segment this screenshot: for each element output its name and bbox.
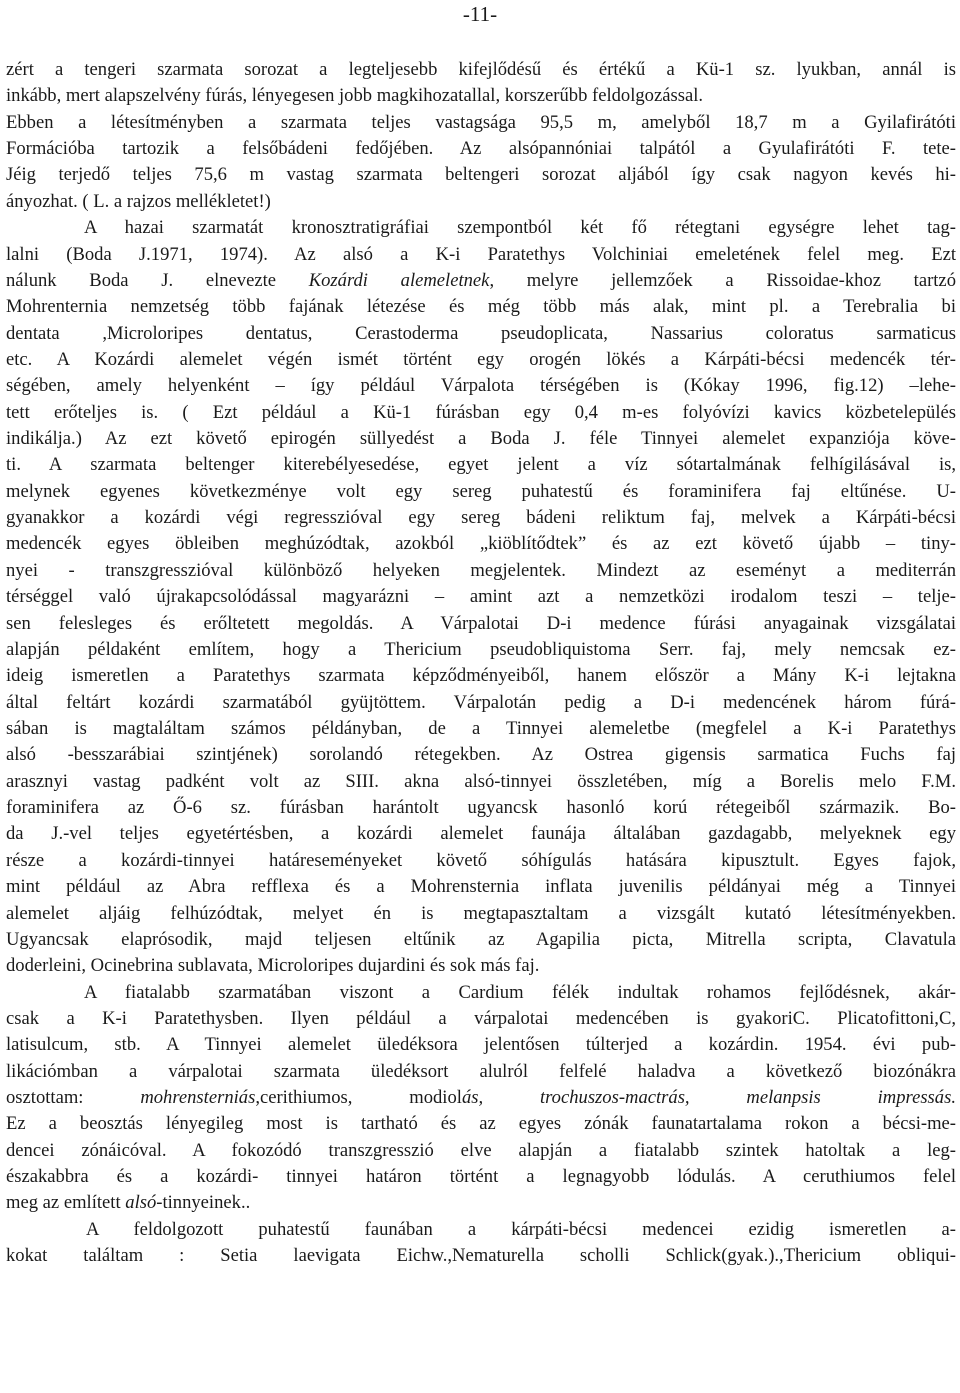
text-line: latisulcum, stb. A Tinnyei alemelet üledéksora jelentősen túlterjed a kozárdin. 1954. évi pub-: [6, 1034, 956, 1056]
text-span: , melyre jellemzőek a Rissoidae-khoz tartzó: [489, 269, 956, 291]
text-line: dencei zónáicóval. A fokozódó transzgresszió elve alapján a fiatalabb szintek hatoltak a leg-: [6, 1139, 956, 1161]
text-line: Jéig terjedő teljes 75,6 m vastag szarmata beltengeri sorozat aljából így csak nagyon kevés hi-: [6, 164, 956, 186]
text-line: nyei - transzgresszióval különböző helyeken megjelentek. Mindezt az eseményt a mediterrán: [6, 559, 956, 581]
text-line: része a kozárdi-tinnyei határeseményeket követő sóhígulás hatására kipusztult. Egyes fajok,: [6, 849, 956, 871]
text-line: lalni (Boda J.1971, 1974). Az alsó a K-i Paratethys Volchiniai emeletének felel meg. Ezt: [6, 243, 956, 265]
text-line: [6, 268, 956, 294]
text-line: ideig ismeretlen a Paratethys szarmata képződményeiből, hanem először a Mány K-i lejtakna: [6, 665, 956, 687]
text-line: inkább, mert alapszelvény fúrás, lényegesen jobb magkihozatallal, korszerűbb feldolgozással.: [6, 85, 704, 107]
text-span: osztottam:: [6, 1087, 141, 1109]
italic-term: ás, trochuszos-mactrás, melanpsis impressás.: [461, 1087, 956, 1109]
text-span: -tinnyeinek..: [156, 1192, 251, 1214]
text-line: medencék egyes öbleiben meghúzódtak, azokból „kiöblítődtek” és az ezt követő újabb – tiny-: [6, 533, 956, 555]
italic-term: alsó: [125, 1192, 157, 1214]
text-line: sában is magtaláltam számos példányban, de a Tinnyei alemeletbe (megfelel a K-i Paratethys: [6, 717, 956, 739]
text-line: Mohrenternia nemzetség több fajának létezése és még több más alak, mint pl. a Terebralia bi: [6, 296, 956, 318]
text-line: ségében, amely helyenként – így például Várpalota térségében is (Kókay 1996, fig.12) –lehe-: [6, 375, 956, 397]
text-line: által feltárt kozárdi szarmatából gyüjtöttem. Várpalotán pedig a D-i medencének három fúrá-: [6, 691, 956, 713]
text-span: ,cerithiumos, modiol: [255, 1087, 462, 1109]
text-line: gyanakkor a kozárdi végi regresszióval egy sereg bádeni reliktum faj, melvek a Kárpáti-bécsi: [6, 507, 956, 529]
text-line: foraminifera az Ő-6 sz. fúrásban harántolt ugyancsk hasonló korú rétegeiből származik. Bo-: [6, 797, 956, 819]
text-line: sen felesleges és erőltetett megoldás. A Várpalotai D-i medence fúrási anyagainak vizsgálatai: [6, 612, 956, 634]
italic-term: Kozárdi alemeletnek: [308, 269, 490, 291]
text-line: arasznyi vastag padként volt az SIII. akna alsó-tinnyei összletében, míg a Borelis melo F.M.: [6, 770, 956, 792]
paragraph-first-line: A fiatalabb szarmatában viszont a Cardium félék indultak rohamos fejlődésnek, akár-: [84, 981, 956, 1003]
text-line: etc. A Kozárdi alemelet végén ismét történt egy orogén lökés a Kárpáti-bécsi medencék tér-: [6, 348, 956, 370]
paragraph-first-line: A feldolgozott puhatestű faunában a kárpáti-bécsi medencei ezidig ismeretlen a-: [86, 1218, 956, 1240]
text-line: doderleini, Ocinebrina sublavata, Microloripes dujardini és sok más faj.: [6, 955, 540, 977]
text-line: Formációba tartozik a felsőbádeni fedőjében. Az alsópannóniai talpától a Gyulafirátóti F. tete-: [6, 138, 956, 160]
text-line: Ugyancsak elaprósodik, majd teljesen eltűnik az Agapilia picta, Mitrella scripta, Clavatula: [6, 928, 956, 950]
text-line: ányozhat. ( L. a rajzos mellékletet!): [6, 190, 271, 212]
text-line: likációmban a várpalotai szarmata üledéksort alulról felfelé haladva a következő biozónákra: [6, 1060, 956, 1082]
text-line: da J.-vel teljes egyetértésben, a kozárdi alemelet faunája általában gazdagabb, melyeknek egy: [6, 823, 956, 845]
text-line: [6, 1085, 956, 1111]
text-line: [6, 1190, 956, 1216]
text-line: tett erőteljes is. ( Ezt például a Kü-1 fúrásban egy 0,4 m-es folyóvízi kavics közbetelepülés: [6, 401, 956, 423]
text-line: zért a tengeri szarmata sorozat a legteljesebb kifejlődésű és értékű a Kü-1 sz. lyukban, annál is: [6, 59, 956, 80]
text-line: indikálja.) Az ezt követő epirogén süllyedést a Boda J. féle Tinnyei alemelet expanziója köve-: [6, 428, 956, 450]
text-line: melynek egyenes következménye volt egy sereg puhatestű és foraminifera faj eltűnése. U-: [6, 480, 956, 502]
text-line: kokat találtam : Setia laevigata Eichw.,Nematurella scholli Schlick(gyak.).,Thericium obliqui-: [6, 1245, 956, 1267]
text-line: alapján példaként említem, hogy a Thericium pseudobliquistoma Serr. faj, mely nemcsak ez-: [6, 638, 956, 660]
text-line: ti. A szarmata beltenger kiterebélyesedése, egyet jelent a víz sótartalmának felhígilásával is,: [6, 454, 956, 476]
text-line: északabbra és a kozárdi- tinnyei határon történt a legnagyobb lódulás. A ceruthiumos felel: [6, 1166, 956, 1188]
text-line: Ez a beosztás lényegileg most is tartható és az egyes zónák faunatartalama rokon a bécsi-me-: [6, 1113, 956, 1135]
text-span: meg az említett: [6, 1192, 126, 1214]
text-span: nálunk Boda J. elnevezte: [6, 269, 309, 291]
text-line: csak a K-i Paratethysben. Ilyen például a várpalotai medencében is gyakoriC. Plicatofittoni,C,: [6, 1007, 956, 1029]
text-line: mint például az Abra refflexa és a Mohrensternia inflata juvenilis példányai még a Tinnyei: [6, 876, 956, 898]
italic-term: mohrensterniás: [140, 1087, 256, 1109]
body-text: [6, 57, 956, 1270]
text-line: alemelet aljáig felhúzódtak, melyet én is megtapasztaltam a vizsgált kutató létesítményekben.: [6, 902, 956, 924]
text-line: térséggel való újrakapcsolódással magyarázni – amint azt a nemzetközi irodalom teszi – telje-: [6, 586, 956, 608]
page-number: -11-: [462, 2, 498, 26]
paragraph-first-line: A hazai szarmatát kronosztratigráfiai szempontból két fő rétegtani egységre lehet tag-: [84, 217, 956, 239]
text-line: Ebben a létesítményben a szarmata teljes vastagsága 95,5 m, amelyből 18,7 m a Gyilafirátóti: [6, 111, 956, 133]
text-line: alsó -besszarábiai szintjének) sorolandó rétegekben. Az Ostrea gigensis sarmatica Fuchs faj: [6, 744, 956, 766]
text-line: dentata ,Microloripes dentatus, Cerastoderma pseudoplicata, Nassarius coloratus sarmaticus: [6, 322, 956, 344]
